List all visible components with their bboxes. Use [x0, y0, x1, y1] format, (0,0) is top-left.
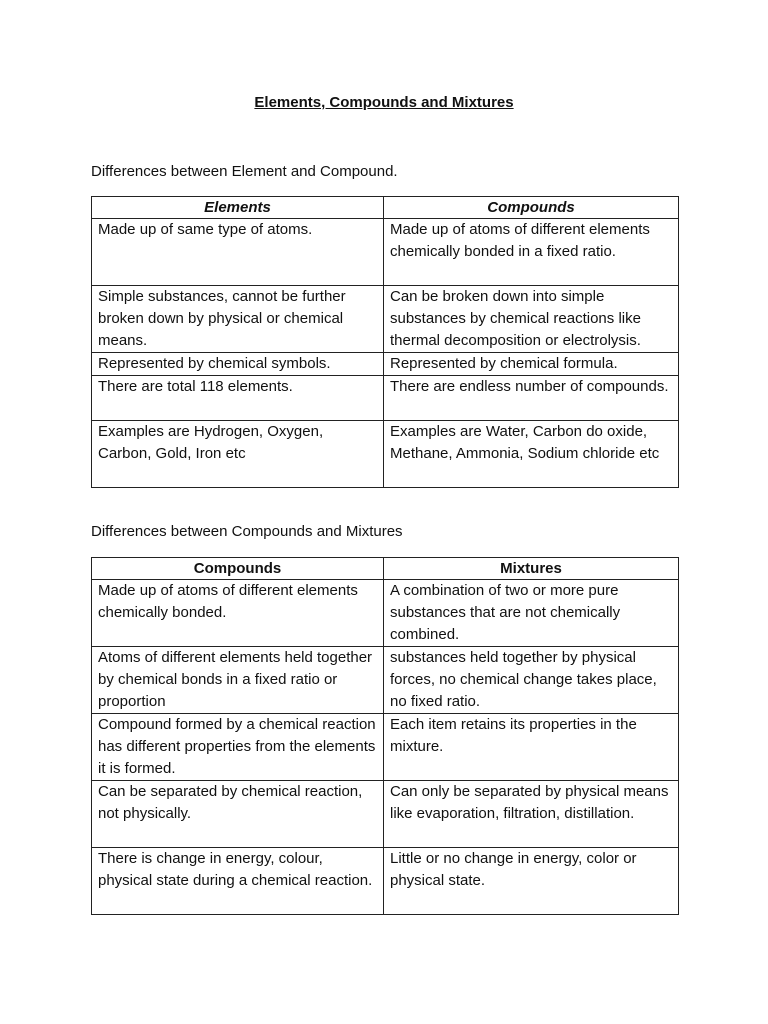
table-cell: There is change in energy, colour, physical state during a chemical reaction. [92, 848, 384, 915]
table-cell: Each item retains its properties in the mixture. [384, 714, 679, 781]
table-cell: Represented by chemical formula. [384, 353, 679, 376]
table-cell: Simple substances, cannot be further broken down by physical or chemical means. [92, 286, 384, 353]
table-row [92, 421, 679, 488]
table-row [92, 286, 679, 353]
table-cell: Compound formed by a chemical reaction has different properties from the elements it is formed. [92, 714, 384, 781]
elements-vs-compounds-table [91, 196, 679, 488]
document-title: Elements, Compounds and Mixtures [254, 94, 514, 111]
table-header-row [92, 558, 679, 580]
column-header-mixtures: Mixtures [384, 558, 679, 580]
column-header-compounds: Compounds [92, 558, 384, 580]
table-cell: Can only be separated by physical means like evaporation, filtration, distillation. [384, 781, 679, 848]
table-row [92, 714, 679, 781]
section-heading-elements-compounds: Differences between Element and Compound. [91, 163, 398, 180]
table-cell: There are total 118 elements. [92, 376, 384, 421]
compounds-vs-mixtures-table [91, 557, 679, 915]
table-cell: Made up of atoms of different elements chemically bonded. [92, 580, 384, 647]
table-row [92, 848, 679, 915]
table-cell: Represented by chemical symbols. [92, 353, 384, 376]
table-row [92, 647, 679, 714]
column-header-compounds: Compounds [384, 197, 679, 219]
table-row [92, 376, 679, 421]
table-cell: A combination of two or more pure substances that are not chemically combined. [384, 580, 679, 647]
table-row [92, 781, 679, 848]
table-cell: Little or no change in energy, color or physical state. [384, 848, 679, 915]
table-cell: There are endless number of compounds. [384, 376, 679, 421]
table-cell: Examples are Hydrogen, Oxygen, Carbon, Gold, Iron etc [92, 421, 384, 488]
column-header-elements: Elements [92, 197, 384, 219]
table-header-row [92, 197, 679, 219]
table-cell: Can be separated by chemical reaction, not physically. [92, 781, 384, 848]
section-heading-compounds-mixtures: Differences between Compounds and Mixtures [91, 523, 403, 540]
table-cell: substances held together by physical forces, no chemical change takes place, no fixed ratio. [384, 647, 679, 714]
table-row [92, 353, 679, 376]
table-cell: Examples are Water, Carbon do oxide, Methane, Ammonia, Sodium chloride etc [384, 421, 679, 488]
table-cell: Can be broken down into simple substances by chemical reactions like thermal decomposition or electrolysis. [384, 286, 679, 353]
table-row [92, 219, 679, 286]
table-row [92, 580, 679, 647]
table-cell: Made up of atoms of different elements chemically bonded in a fixed ratio. [384, 219, 679, 286]
table-cell: Atoms of different elements held together by chemical bonds in a fixed ratio or proportion [92, 647, 384, 714]
table-cell: Made up of same type of atoms. [92, 219, 384, 286]
